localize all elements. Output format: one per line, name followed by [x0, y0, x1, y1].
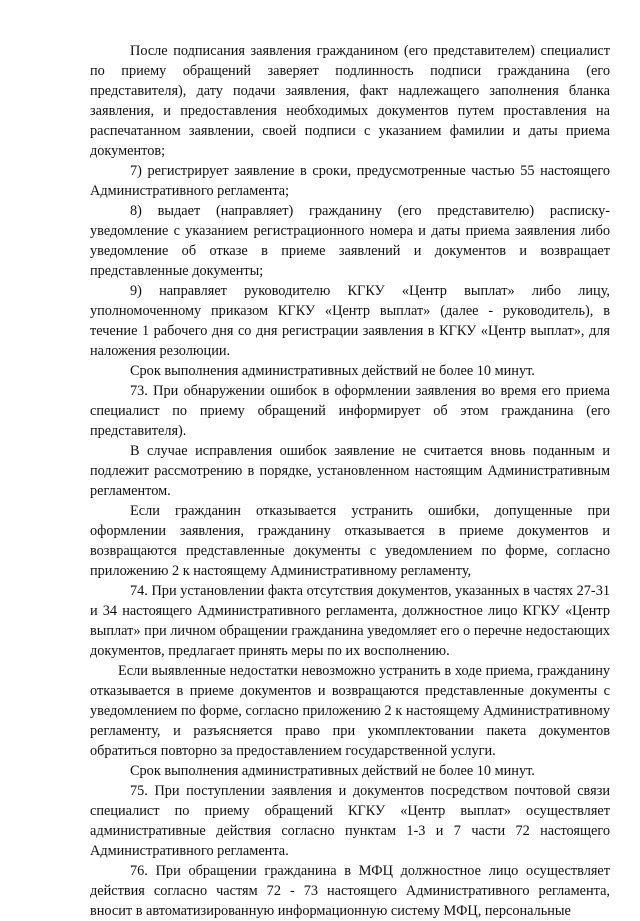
paragraph-deadline-2: Срок выполнения административных действий не более 10 минут. — [130, 763, 535, 779]
paragraph-refusal-to-correct: Если гражданин отказывается устранить ошибки, допущенные при оформлении заявления, гражданину отказывается в приеме документов и возвращаются представленные документы с уведомлением по форме, согласно приложению 2 к настоящему Административному регламенту, — [90, 503, 610, 579]
paragraph-item-9: 9) направляет руководителю КГКУ «Центр выплат» либо лицу, уполномоченному приказом КГКУ «Центр выплат» (далее - руководитель), в течение 1 рабочего дня со дня регистрации заявления в КГКУ «Центр выплат», для наложения резолюции. — [90, 283, 610, 359]
paragraph-section-73: 73. При обнаружении ошибок в оформлении заявления во время его приема специалист по приему обращений информирует об этом гражданина (его представителя). — [90, 383, 610, 439]
paragraph-section-76: 76. При обращении гражданина в МФЦ должностное лицо осуществляет действия согласно частям 72 - 73 настоящего Административного регламента, вносит в автоматизированную информационную систему МФЦ, персональные — [90, 863, 610, 919]
paragraph-error-correction: В случае исправления ошибок заявление не считается вновь поданным и подлежит рассмотрению в порядке, установленном настоящим Административным регламентом. — [90, 443, 610, 499]
paragraph-deadline-1: Срок выполнения административных действий не более 10 минут. — [130, 363, 535, 379]
paragraph-section-75: 75. При поступлении заявления и документов посредством почтовой связи специалист по приему обращений КГКУ «Центр выплат» осуществляет административные действия согласно пунктам 1-3 и 7 части 72 настоящего Административного регламента. — [90, 783, 610, 859]
paragraph-item-7: 7) регистрирует заявление в сроки, предусмотренные частью 55 настоящего Административного регламента; — [90, 163, 610, 199]
paragraph-signature-verification: После подписания заявления гражданином (его представителем) специалист по приему обращений заверяет подлинность подписи гражданина (его представителя), дату подачи заявления, факт надлежащего заполнения бланка заявления, и предоставления необходимых документов путем проставления на распечатанном заявлении, своей подписи с указанием фамилии и даты приема документов; — [90, 43, 610, 159]
paragraph-section-74: 74. При установлении факта отсутствия документов, указанных в частях 27-31 и 34 настоящего Административного регламента, должностное лицо КГКУ «Центр выплат» при личном обращении гражданина уведомляет его о перечне недостающих документов, предлагает принять меры по их восполнению. — [90, 583, 610, 659]
paragraph-unfixable-deficiencies: Если выявленные недостатки невозможно устранить в ходе приема, гражданину отказывается в приеме документов и возвращаются представленные документы с уведомлением по форме, согласно приложению 2 к настоящему Административному регламенту, и разъясняется право при укомплектовании пакета документов обратиться повторно за предоставлением государственной услуги. — [90, 663, 610, 759]
document-page — [90, 41, 610, 921]
paragraph-item-8: 8) выдает (направляет) гражданину (его представителю) расписку-уведомление с указанием регистрационного номера и даты приема заявления либо уведомление об отказе в приеме заявлений и документов и возвращает представленные документы; — [90, 203, 610, 279]
